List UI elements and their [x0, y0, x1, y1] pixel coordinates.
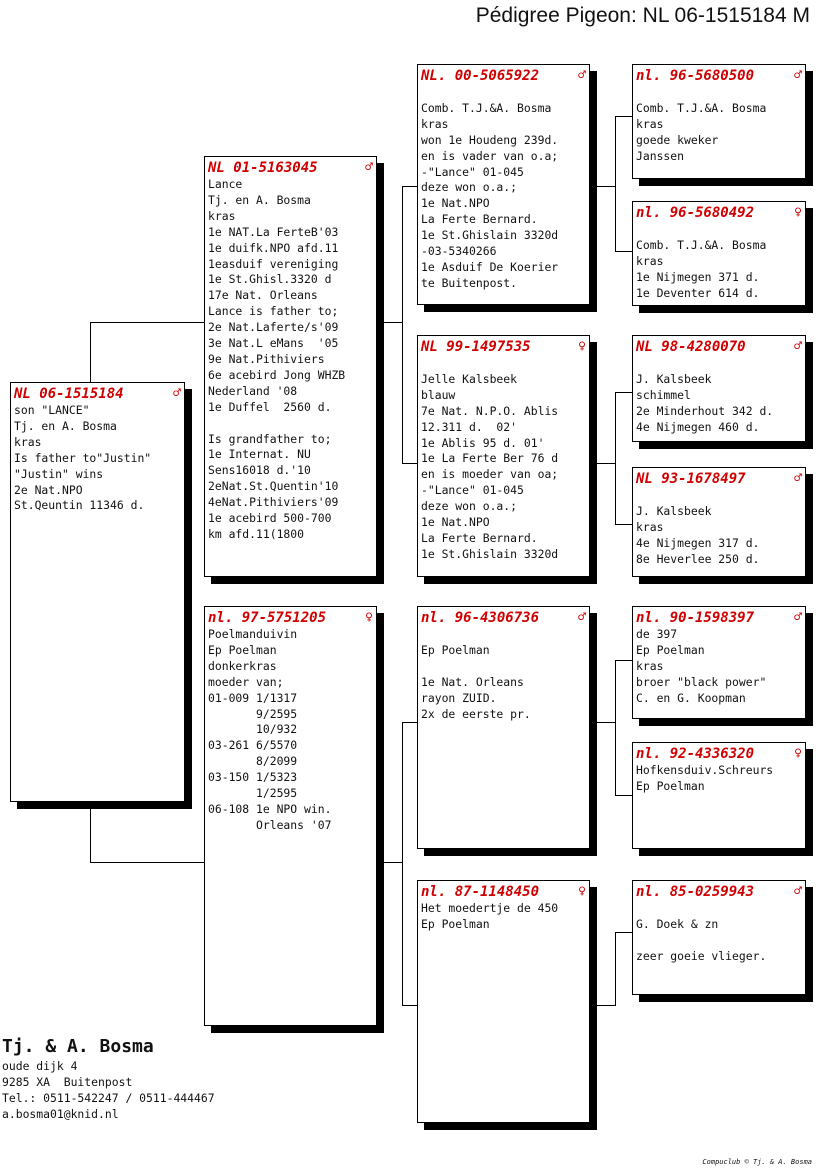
owner-name: Tj. & A. Bosma: [2, 1036, 154, 1057]
male-symbol-icon: ♂: [794, 610, 802, 625]
paternal-grandfather-details: Comb. T.J.&A. Bosma kras won 1e Houdeng 239d. en is vader van o.a; -"Lance" 01-045 deze won o.a.; 1e Nat.NPO La Ferte Bernard. 1e St.Ghislain 3320d -03-5340266 1e Asduif De Koerier te Buitenpost.: [421, 100, 559, 290]
connector-line: [90, 322, 91, 382]
connector-line: [615, 524, 632, 525]
connector-line: [597, 1005, 615, 1006]
maternal-grandmother-ring-number: nl. 87-1148450: [421, 884, 540, 900]
male-symbol-icon: ♂: [578, 610, 586, 625]
connector-line: [615, 116, 632, 117]
maternal-grandmother-details: Het moedertje de 450 Ep Poelman: [421, 901, 559, 931]
ggp-card-fmf: [632, 335, 806, 442]
maternal-grandfather-details: Ep Poelman 1e Nat. Orleans rayon ZUID. 2x de eerste pr.: [421, 642, 531, 721]
father-card: [204, 156, 377, 577]
maternal-grandfather-card: [417, 606, 590, 849]
paternal-grandmother-card: [417, 335, 590, 577]
connector-line: [90, 322, 204, 323]
ggp-ring-number: nl. 85-0259943: [636, 884, 755, 900]
ggp-card-fmm: [632, 467, 806, 577]
father-details: Lance Tj. en A. Bosma kras 1e NAT.La FerteB'03 1e duifk.NPO afd.11 1easduif vereniging 1e St.Ghisl.3320 d 17e Nat. Orleans Lance is father to; 2e Nat.Laferte/s'09 3e Nat.L eMans '05 9e Nat.Pithiviers 6e acebird Jong WHZB Nederland '08 1e Duffel 2560 d. Is grandfather to; 1e Internat. NU Sens16018 d.'10 2eNat.St.Quentin'10 4eNat.Pithiviers'09 1e acebird 500-700 km afd.11(1800: [208, 177, 346, 541]
female-symbol-icon: ♀: [365, 610, 373, 625]
paternal-grandfather-ring-number: NL. 00-5065922: [421, 68, 540, 84]
connector-line: [402, 186, 417, 187]
connector-line: [597, 463, 615, 464]
subject-details: son "LANCE" Tj. en A. Bosma kras Is father to"Justin" "Justin" wins 2e Nat.NPO St.Qeuntin 11346 d.: [14, 403, 152, 513]
subject-ring-number: NL 06-1515184: [14, 386, 124, 402]
connector-line: [615, 251, 632, 252]
connector-line: [615, 660, 616, 796]
mother-card: [204, 606, 377, 1026]
mother-details: Poelmanduivin Ep Poelman donkerkras moeder van; 01-009 1/1317 9/2595 10/932 03-261 6/5570 8/2099 03-150 1/5323 1/2595 06-108 1e NPO win. Orleans '07: [208, 627, 332, 832]
female-symbol-icon: ♀: [578, 339, 586, 354]
ggp-card-mff: [632, 606, 806, 719]
connector-line: [90, 862, 204, 863]
connector-line: [384, 862, 402, 863]
subject-bird-card: [10, 382, 185, 802]
ggp-ring-number: nl. 90-1598397: [636, 610, 755, 626]
connector-line: [597, 186, 615, 187]
female-symbol-icon: ♀: [578, 884, 586, 899]
maternal-grandfather-ring-number: nl. 96-4306736: [421, 610, 540, 626]
male-symbol-icon: ♂: [794, 884, 802, 899]
ggp-details: J. Kalsbeek schimmel 2e Minderhout 342 d. 4e Nijmegen 460 d.: [636, 371, 774, 434]
male-symbol-icon: ♂: [578, 68, 586, 83]
page-title: Pédigree Pigeon: NL 06-1515184 M: [475, 4, 810, 27]
connector-line: [615, 392, 632, 393]
male-symbol-icon: ♂: [794, 339, 802, 354]
ggp-card-fff: [632, 64, 806, 179]
connector-line: [615, 932, 616, 1006]
paternal-grandmother-ring-number: NL 99-1497535: [421, 339, 531, 355]
ggp-details: de 397 Ep Poelman kras broer "black power" C. en G. Koopman: [636, 627, 767, 705]
ggp-details: G. Doek & zn zeer goeie vlieger.: [636, 916, 767, 963]
male-symbol-icon: ♂: [794, 68, 802, 83]
connector-line: [597, 722, 615, 723]
footer-credit: Compuclub © Tj. & A. Bosma: [702, 1158, 812, 1166]
ggp-card-mfm: [632, 742, 806, 849]
ggp-ring-number: nl. 92-4336320: [636, 746, 755, 762]
connector-line: [615, 932, 632, 933]
mother-ring-number: nl. 97-5751205: [208, 610, 327, 626]
ggp-details: Comb. T.J.&A. Bosma kras goede kweker Janssen: [636, 100, 767, 163]
owner-block: [2, 1035, 215, 1123]
connector-line: [615, 392, 616, 525]
ggp-ring-number: nl. 96-5680492: [636, 205, 755, 221]
paternal-grandmother-details: Jelle Kalsbeek blauw 7e Nat. N.P.O. Ablis 12.311 d. 02' 1e Ablis 95 d. 01' 1e La Ferte Ber 76 d en is moeder van oa; -"Lance" 01-045 deze won o.a.; 1e Nat.NPO La Ferte Bernard. 1e St.Ghislain 3320d: [421, 371, 559, 561]
paternal-grandfather-card: [417, 64, 590, 305]
owner-contact: oude dijk 4 9285 XA Buitenpost Tel.: 0511-542247 / 0511-444467 a.bosma01@knid.nl: [2, 1059, 215, 1121]
ggp-ring-number: NL 98-4280070: [636, 339, 746, 355]
ggp-ring-number: NL 93-1678497: [636, 471, 746, 487]
male-symbol-icon: ♂: [794, 471, 802, 486]
connector-line: [402, 1005, 417, 1006]
connector-line: [615, 660, 632, 661]
connector-line: [402, 463, 417, 464]
connector-line: [402, 722, 417, 723]
connector-line: [615, 116, 616, 252]
male-symbol-icon: ♂: [173, 386, 181, 401]
connector-line: [90, 802, 91, 862]
connector-line: [402, 722, 403, 1006]
ggp-details: Comb. T.J.&A. Bosma kras 1e Nijmegen 371 d. 1e Deventer 614 d.: [636, 237, 767, 300]
connector-line: [615, 795, 632, 796]
ggp-details: J. Kalsbeek kras 4e Nijmegen 317 d. 8e Heverlee 250 d.: [636, 503, 760, 566]
female-symbol-icon: ♀: [794, 205, 802, 220]
ggp-card-mmf: [632, 880, 806, 995]
connector-line: [384, 322, 402, 323]
father-ring-number: NL 01-5163045: [208, 160, 318, 176]
maternal-grandmother-card: [417, 880, 590, 1123]
ggp-card-ffm: [632, 201, 806, 306]
ggp-ring-number: nl. 96-5680500: [636, 68, 755, 84]
female-symbol-icon: ♀: [794, 746, 802, 761]
connector-line: [402, 186, 403, 464]
ggp-details: Hofkensduiv.Schreurs Ep Poelman: [636, 763, 774, 793]
male-symbol-icon: ♂: [365, 160, 373, 175]
